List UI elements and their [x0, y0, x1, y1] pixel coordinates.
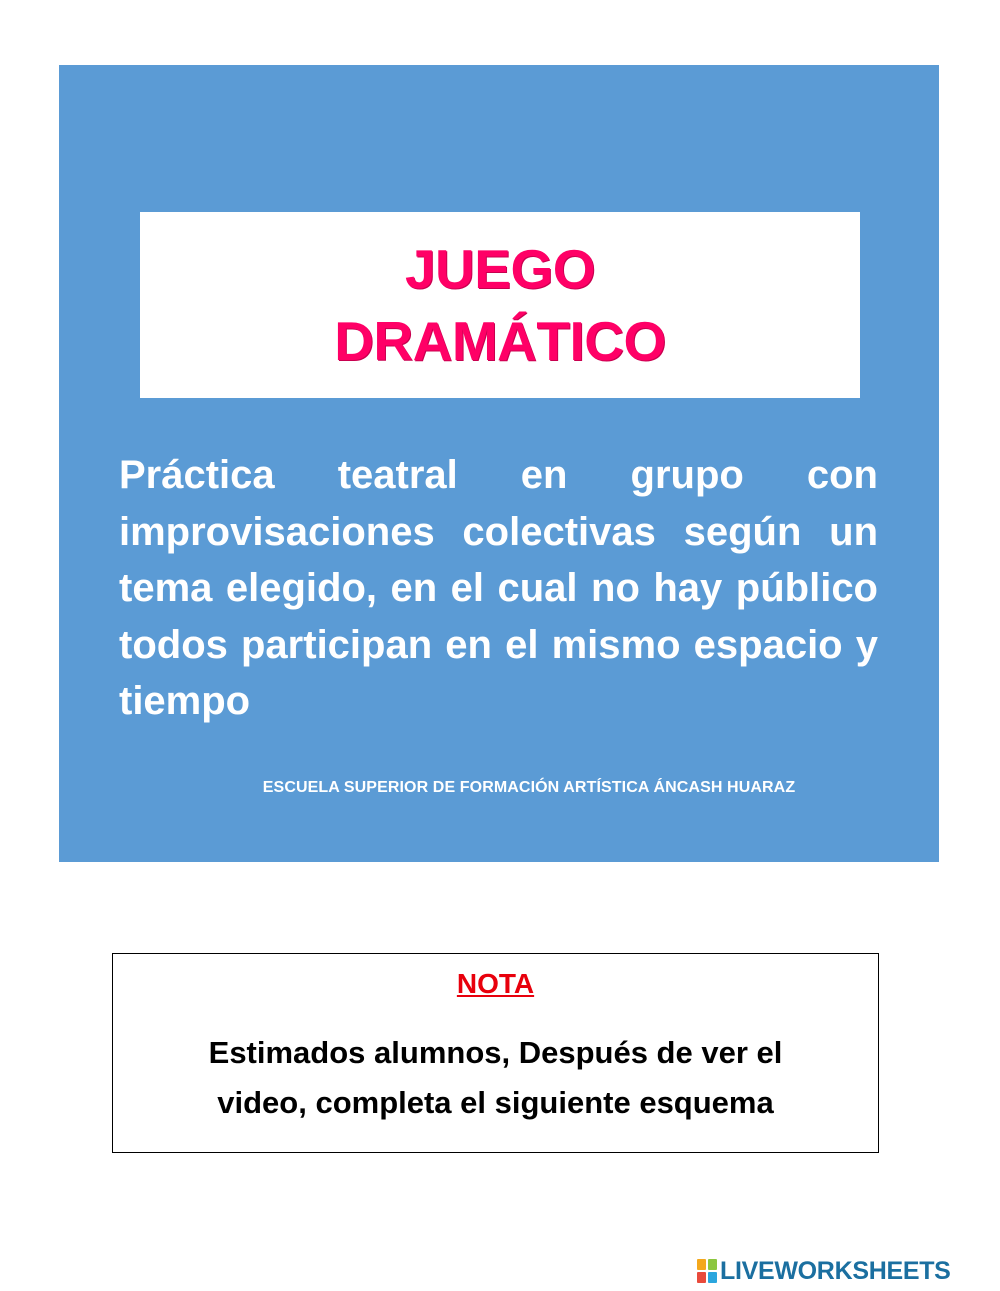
note-box [112, 953, 879, 1153]
description-text: Práctica teatral en grupo con improvisaciones colectivas según un tema elegido, en el cual no hay público todos participan en el mismo espacio y tiempo [119, 453, 878, 723]
liveworksheets-logo[interactable] [697, 1258, 951, 1284]
liveworksheets-logo-text: LIVEWORKSHEETS [720, 1256, 951, 1285]
title-line-2: DRAMÁTICO [334, 310, 666, 372]
note-line-1: Estimados alumnos, Después de ver el [208, 1035, 783, 1070]
liveworksheets-logo-icon [697, 1259, 717, 1283]
note-text [133, 1028, 858, 1128]
note-title: NOTA [456, 968, 535, 999]
title-line-1: JUEGO [404, 238, 596, 300]
school-name: ESCUELA SUPERIOR DE FORMACIÓN ARTÍSTICA ÁNCASH HUARAZ [262, 779, 796, 796]
note-line-2: video, completa el siguiente esquema [217, 1085, 774, 1120]
title-box [140, 212, 860, 398]
